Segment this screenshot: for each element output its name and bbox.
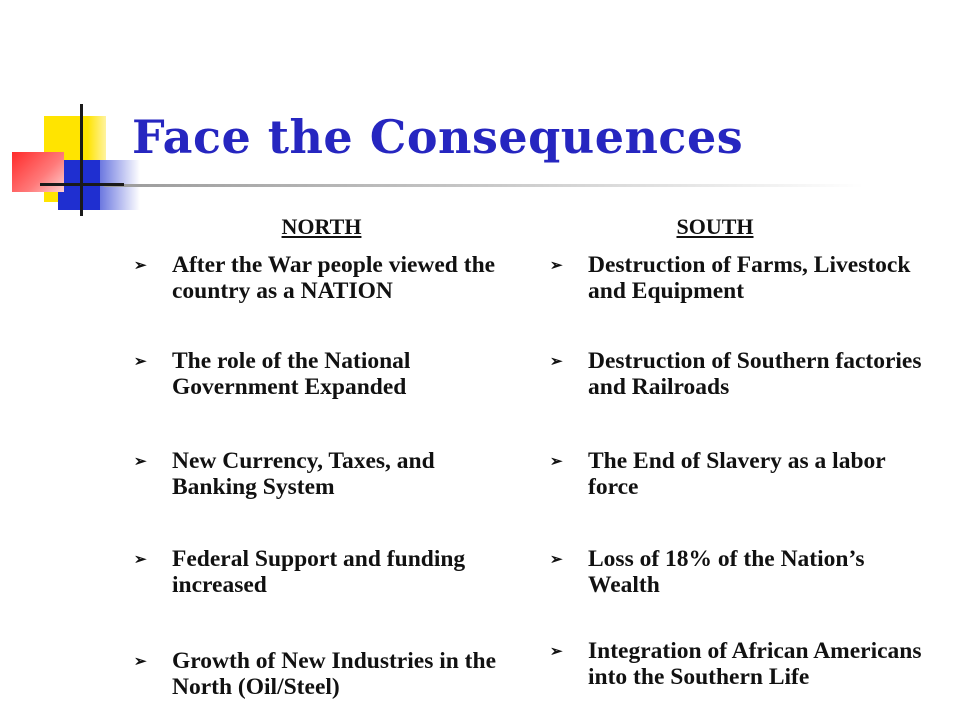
arrow-bullet-icon: ➢	[134, 454, 147, 470]
north-item-text: The role of the National Government Expanded	[172, 348, 411, 400]
arrow-bullet-icon: ➢	[550, 354, 563, 370]
south-item	[550, 546, 940, 598]
north-item	[134, 348, 504, 400]
north-item-text: New Currency, Taxes, and Banking System	[172, 448, 435, 500]
south-column	[550, 214, 940, 690]
north-item-text: Growth of New Industries in the North (Oil/Steel)	[172, 648, 497, 700]
south-item	[550, 448, 940, 500]
south-item-text: Integration of African Americans into the Southern Life	[588, 638, 922, 690]
slide-title: Face the Consequences	[132, 110, 744, 164]
north-column	[134, 214, 504, 700]
arrow-bullet-icon: ➢	[550, 258, 563, 274]
south-item-text: The End of Slavery as a labor force	[588, 448, 886, 500]
arrow-bullet-icon: ➢	[134, 552, 147, 568]
arrow-bullet-icon: ➢	[134, 258, 147, 274]
arrow-bullet-icon: ➢	[134, 354, 147, 370]
title-underline	[104, 184, 864, 187]
north-item	[134, 448, 504, 500]
south-heading: SOUTH	[676, 214, 754, 239]
decor-vertical-line	[80, 104, 83, 216]
arrow-bullet-icon: ➢	[550, 644, 563, 660]
north-item	[134, 546, 504, 598]
south-item-text: Destruction of Farms, Livestock and Equipment	[588, 252, 911, 304]
north-heading: NORTH	[281, 214, 362, 239]
north-item-text: Federal Support and funding increased	[172, 546, 466, 598]
south-item	[550, 252, 940, 304]
north-item	[134, 648, 504, 700]
decor-red-square	[12, 152, 64, 192]
south-item-text: Loss of 18% of the Nation’s Wealth	[588, 546, 865, 598]
south-item	[550, 348, 940, 400]
decor-horizontal-line	[40, 183, 124, 186]
south-item	[550, 638, 940, 690]
arrow-bullet-icon: ➢	[550, 454, 563, 470]
north-item	[134, 252, 504, 304]
arrow-bullet-icon: ➢	[550, 552, 563, 568]
north-item-text: After the War people viewed the country as a NATION	[172, 252, 496, 304]
south-item-text: Destruction of Southern factories and Railroads	[588, 348, 922, 400]
arrow-bullet-icon: ➢	[134, 654, 147, 670]
